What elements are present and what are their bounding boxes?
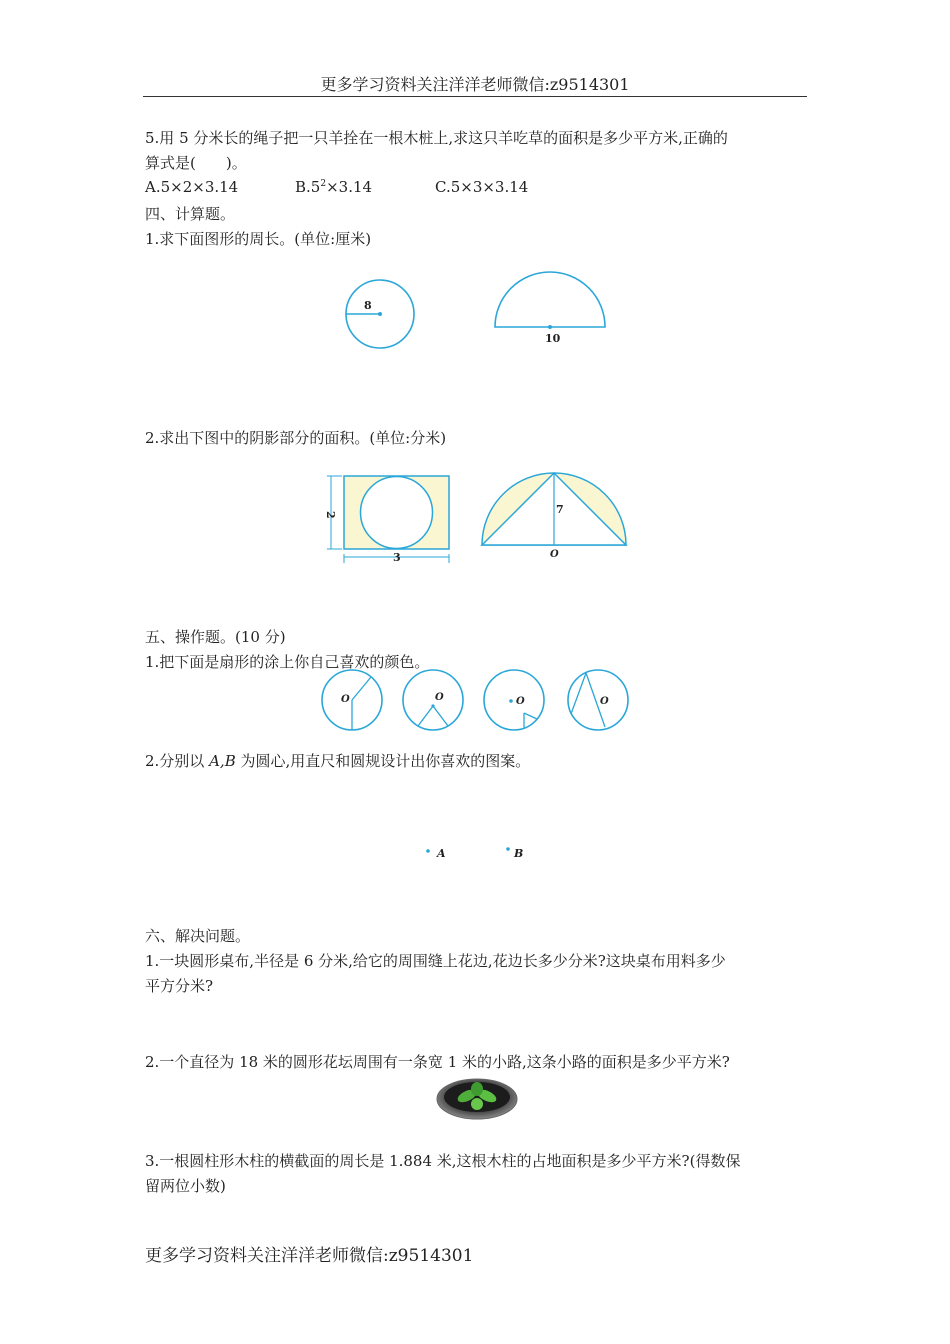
sec5-q1: 1.把下面是扇形的涂上你自己喜欢的颜色。 <box>145 653 430 671</box>
circle-radius-label: 8 <box>364 299 372 312</box>
section5-title: 五、操作题。(10 分) <box>145 628 286 646</box>
q5-option-a: A.5×2×3.14 <box>145 178 239 196</box>
sector-circle-2 <box>403 670 463 730</box>
semicircle-radius-label: 7 <box>556 503 564 516</box>
q5-option-b-rest: ×3.14 <box>326 178 373 196</box>
perimeter-figures <box>330 270 630 360</box>
sector-circle-3 <box>484 670 544 730</box>
semicircle-triangle-figure <box>482 473 626 560</box>
q5-line1: 5.用 5 分米长的绳子把一只羊拴在一根木桩上,求这只羊吃草的面积是多少平方米,正确的 <box>145 129 728 147</box>
semicircle-diameter-label: 10 <box>545 332 561 345</box>
sec6-q2: 2.一个直径为 18 米的圆形花坛周围有一条宽 1 米的小路,这条小路的面积是多少平方米? <box>145 1053 730 1071</box>
section4-title: 四、计算题。 <box>145 205 236 223</box>
o-label-1: O <box>341 694 350 705</box>
q5-option-b <box>295 178 372 196</box>
rectangle-circle-figure <box>324 476 449 564</box>
sector-circle-4 <box>568 670 628 730</box>
sec5-q2-pre: 2.分别以 <box>145 752 210 770</box>
sector-figures <box>318 668 634 734</box>
o-label-3: O <box>516 696 525 707</box>
sec5-q2-post: 为圆心,用直尺和圆规设计出你喜欢的图案。 <box>235 752 531 770</box>
sec6-q3-line1: 3.一根圆柱形木柱的横截面的周长是 1.884 米,这根木柱的占地面积是多少平方米?(得数保 <box>145 1152 741 1170</box>
point-b-dot <box>506 847 510 851</box>
sec6-q1-line2: 平方分米? <box>145 977 214 995</box>
section6-title: 六、解决问题。 <box>145 927 251 945</box>
q5-option-c: C.5×3×3.14 <box>435 178 529 196</box>
header-rule <box>143 96 807 97</box>
shaded-area-figures <box>318 466 638 570</box>
q5-option-b-base: B.5 <box>295 178 321 196</box>
page-footer: 更多学习资料关注洋洋老师微信:z9514301 <box>145 1246 474 1266</box>
page-header: 更多学习资料关注洋洋老师微信:z9514301 <box>320 75 630 94</box>
o-label-4: O <box>600 696 609 707</box>
rect-height-label: 2 <box>324 511 337 519</box>
flowerbed-image <box>435 1075 519 1121</box>
circle-figure <box>346 280 414 348</box>
point-a-dot <box>426 849 430 853</box>
points-figure <box>420 842 530 866</box>
point-b-label: B <box>514 847 524 860</box>
sector-circle-1 <box>322 670 382 730</box>
sec5-q2 <box>145 750 530 771</box>
sec4-q1: 1.求下面图形的周长。(单位:厘米) <box>145 230 372 248</box>
sec6-q1-line1: 1.一块圆形桌布,半径是 6 分米,给它的周围缝上花边,花边长多少分米?这块桌布用料多少 <box>145 952 726 970</box>
q5-line2: 算式是( )。 <box>145 154 247 172</box>
sec4-q2: 2.求出下图中的阴影部分的面积。(单位:分米) <box>145 429 447 447</box>
o-label-2: O <box>435 692 444 703</box>
sec5-q2-ab: A,B <box>209 752 236 770</box>
center-o-label: O <box>550 549 559 560</box>
semicircle-figure <box>495 272 605 345</box>
sec6-q3-line2: 留两位小数) <box>145 1177 226 1195</box>
point-a-label: A <box>437 847 446 860</box>
rect-width-label: 3 <box>393 551 401 564</box>
q5-option-b-exponent: 2 <box>320 179 327 189</box>
